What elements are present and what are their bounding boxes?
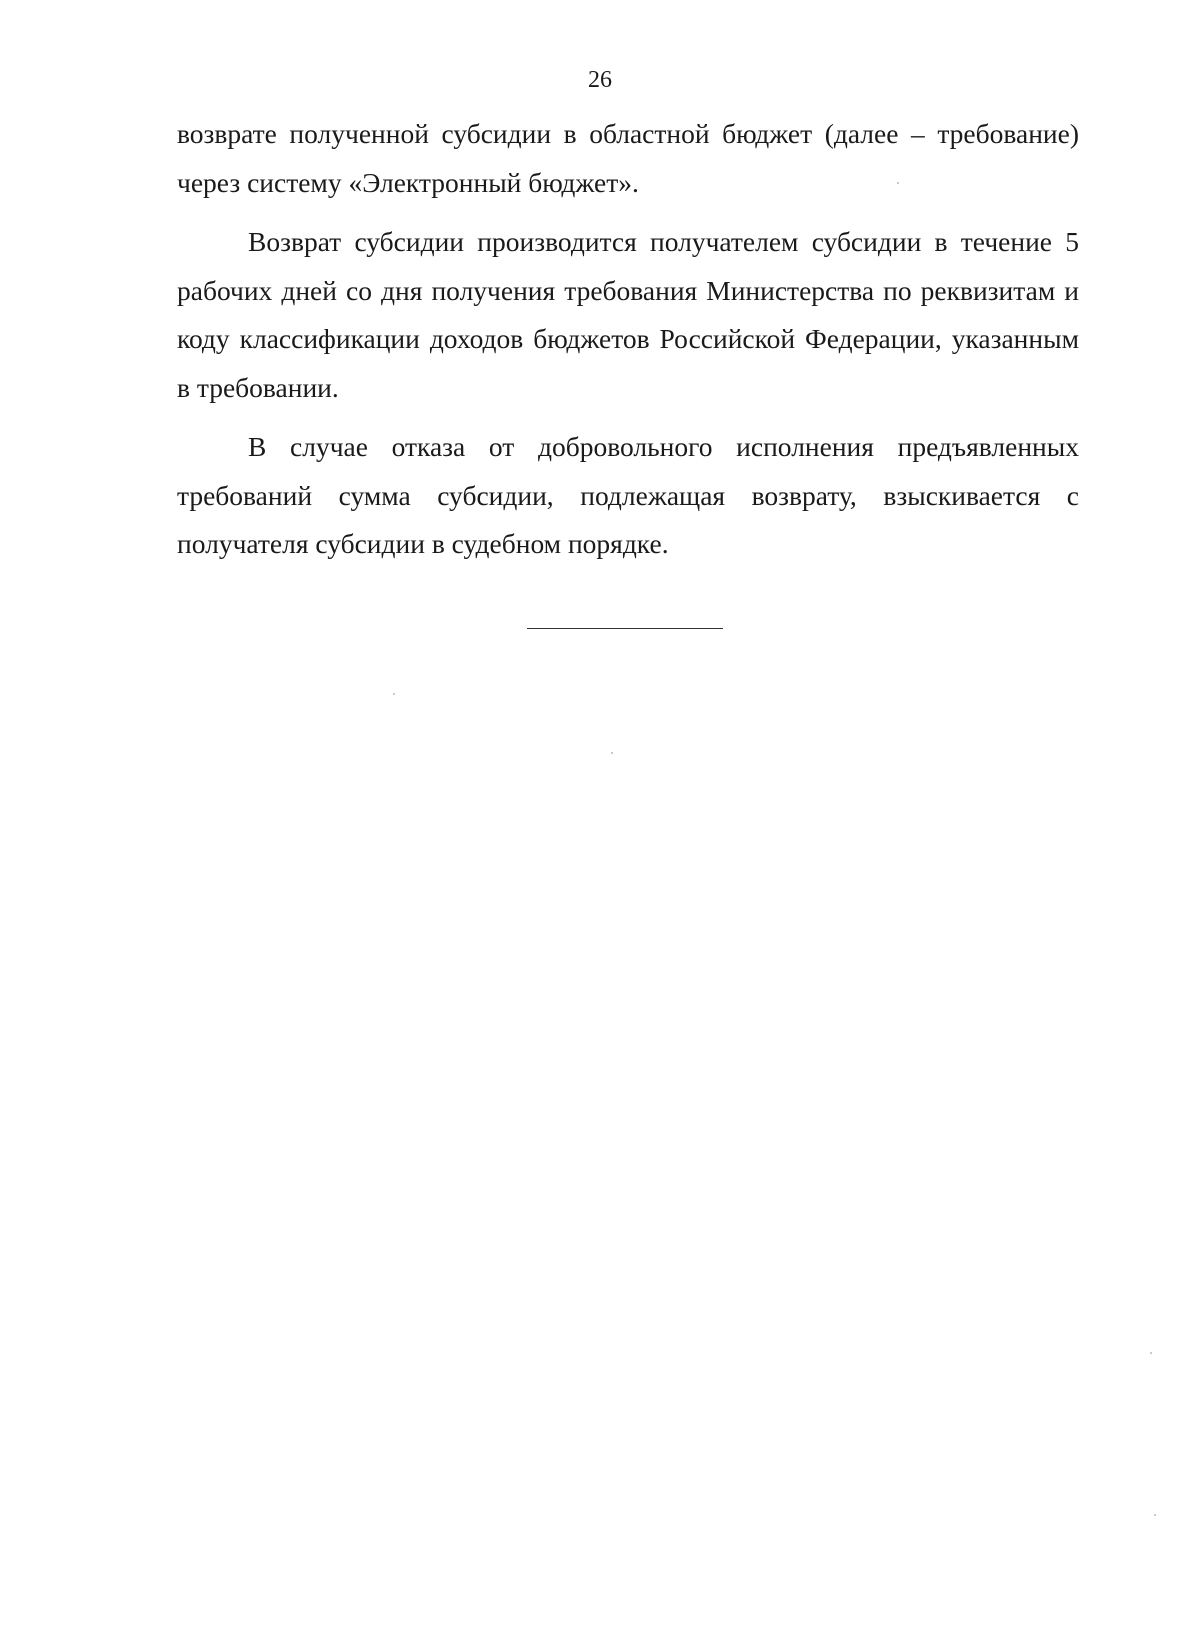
paragraph-subsidy-return: Возврат субсидии производится получателем субсидии в течение 5 рабочих дней со дня получения требования Министерства по реквизитам и коду классификации доходов бюджетов Российской Федерации, указанным в требовании. <box>177 226 1079 403</box>
page-number: 26 <box>588 67 612 93</box>
document-body <box>177 110 1079 569</box>
scan-speck <box>1150 1352 1152 1354</box>
scan-speck <box>897 182 899 184</box>
end-of-document-rule <box>527 628 723 629</box>
scan-speck <box>393 693 395 695</box>
paragraph-continuation: возврате полученной субсидии в областной бюджет (далее – требование) через систему «Электронный бюджет». <box>177 118 1079 198</box>
scan-speck <box>611 752 613 754</box>
paragraph-court-recovery: В случае отказа от добровольного исполнения предъявленных требований сумма субсидии, подлежащая возврату, взыскивается с получателя субсидии в судебном порядке. <box>177 431 1079 559</box>
scan-speck <box>1154 1514 1156 1516</box>
